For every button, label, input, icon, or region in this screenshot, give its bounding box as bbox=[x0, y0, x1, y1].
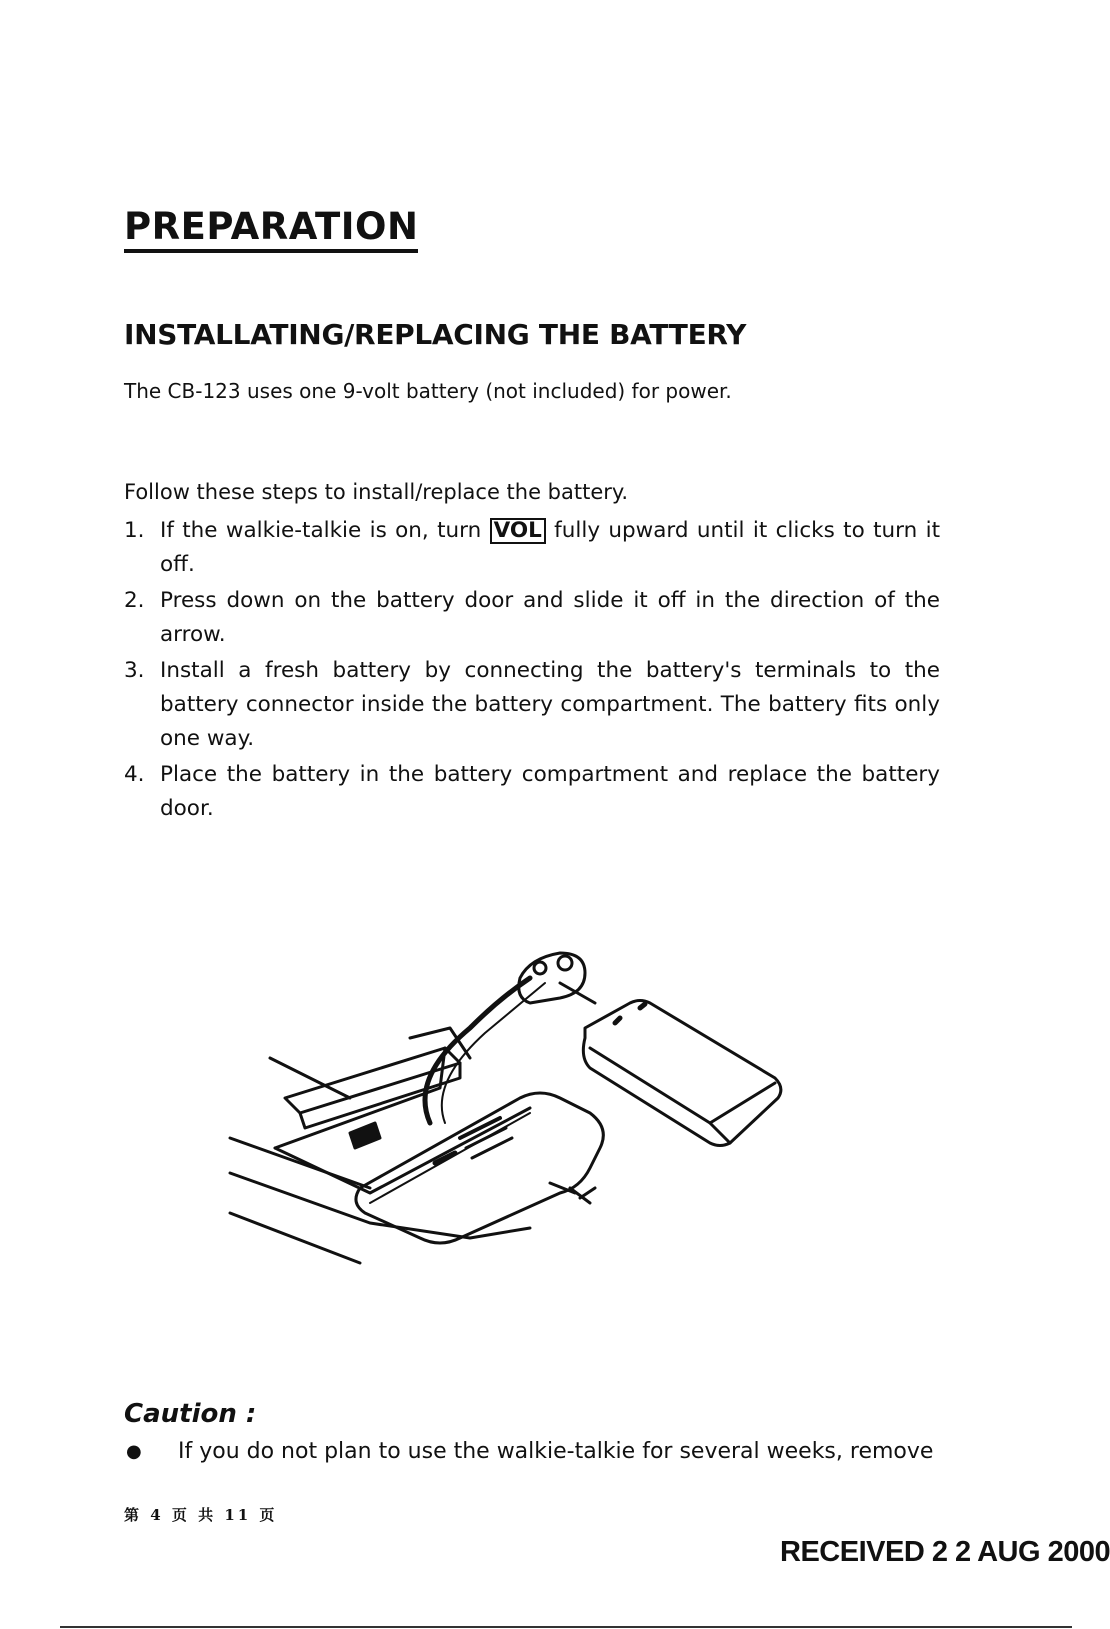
caution-text: If you do not plan to use the walkie-talkie for several weeks, remove bbox=[178, 1439, 934, 1464]
step-text-after: fully upward until it clicks to turn it off. bbox=[160, 518, 940, 577]
steps-intro: Follow these steps to install/replace the battery. bbox=[124, 480, 629, 504]
page-number: 第 4 页 共 11 页 bbox=[124, 1506, 278, 1524]
step-text bbox=[160, 514, 940, 582]
step-number: 3. bbox=[124, 658, 145, 683]
step-4 bbox=[124, 758, 940, 826]
step-text: Place the battery in the battery compartment and replace the battery door. bbox=[160, 762, 940, 821]
nine-volt-battery bbox=[583, 1001, 781, 1146]
battery-door bbox=[356, 1093, 603, 1243]
battery-installation-illustration bbox=[230, 938, 810, 1258]
step-text-before: If the walkie-talkie is on, turn bbox=[160, 518, 490, 543]
caution-list bbox=[124, 1437, 944, 1467]
bullet-icon: ● bbox=[126, 1441, 142, 1462]
steps-list bbox=[124, 514, 940, 828]
battery-connector bbox=[425, 953, 595, 1123]
step-3 bbox=[124, 654, 940, 756]
step-1 bbox=[124, 514, 940, 582]
caution-label: Caution : bbox=[124, 1399, 257, 1429]
page-title: PREPARATION bbox=[124, 206, 418, 253]
bottom-rule bbox=[60, 1626, 1072, 1628]
step-text: Install a fresh battery by connecting the battery's terminals to the battery connector inside the battery compartment. The battery fits only one way. bbox=[160, 658, 940, 751]
received-stamp: RECEIVED 2 2 AUG 2000 bbox=[780, 1536, 1110, 1568]
step-number: 2. bbox=[124, 588, 145, 613]
caution-item bbox=[124, 1437, 944, 1467]
step-number: 4. bbox=[124, 762, 145, 787]
step-2 bbox=[124, 584, 940, 652]
vol-key-label: VOL bbox=[490, 518, 546, 544]
step-number: 1. bbox=[124, 518, 145, 543]
intro-text: The CB-123 uses one 9-volt battery (not included) for power. bbox=[124, 379, 732, 403]
section-title: INSTALLATING/REPLACING THE BATTERY bbox=[124, 318, 747, 351]
step-text: Press down on the battery door and slide it off in the direction of the arrow. bbox=[160, 588, 940, 647]
